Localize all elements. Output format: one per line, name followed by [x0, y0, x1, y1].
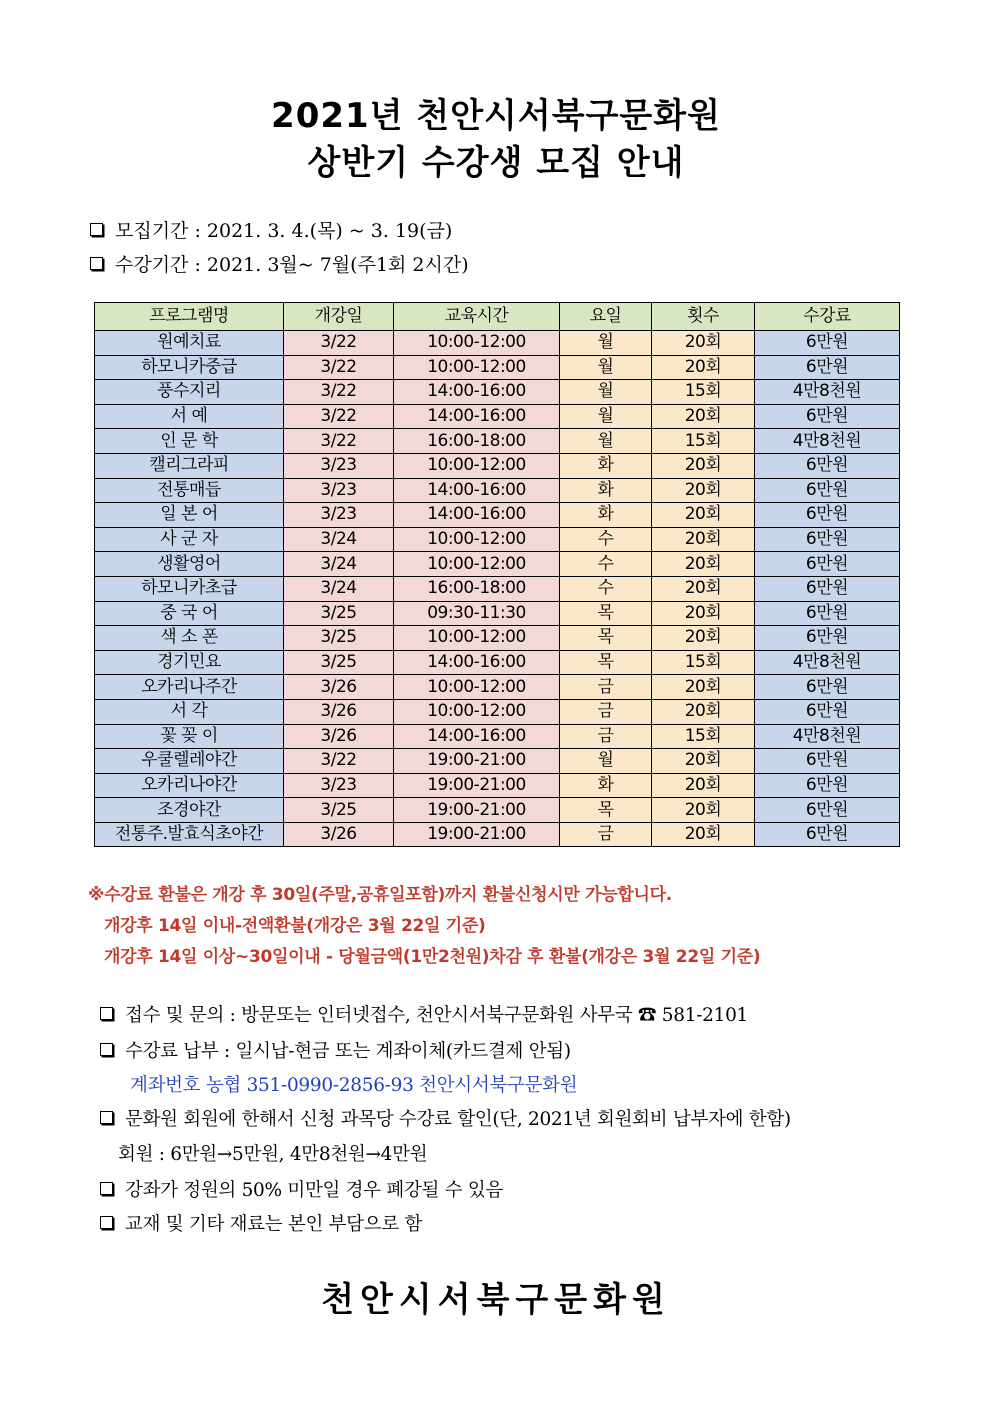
- cell-program: 사 군 자: [95, 527, 284, 552]
- table-row: [95, 404, 900, 429]
- payment-info: 수강료 납부 : 일시납-현금 또는 계좌이체(카드결제 안됨): [100, 1037, 571, 1063]
- cell-count: 20회: [652, 601, 755, 626]
- cell-day: 금: [560, 724, 652, 749]
- cell-day: 목: [560, 650, 652, 675]
- cell-start-date: 3/22: [284, 749, 394, 774]
- cell-start-date: 3/25: [284, 650, 394, 675]
- cell-fee: 6만원: [755, 699, 900, 724]
- table-row: [95, 724, 900, 749]
- cell-program: 조경야간: [95, 798, 284, 823]
- cell-start-date: 3/24: [284, 527, 394, 552]
- cell-count: 20회: [652, 355, 755, 380]
- cell-time: 19:00-21:00: [394, 749, 560, 774]
- cell-count: 20회: [652, 675, 755, 700]
- cell-day: 화: [560, 503, 652, 528]
- header-fee: 수강료: [755, 303, 900, 331]
- cell-fee: 6만원: [755, 822, 900, 847]
- cell-time: 09:30-11:30: [394, 601, 560, 626]
- cell-time: 10:00-12:00: [394, 699, 560, 724]
- page-subtitle: 상반기 수강생 모집 안내: [307, 143, 685, 183]
- cell-count: 20회: [652, 576, 755, 601]
- cell-start-date: 3/23: [284, 773, 394, 798]
- cell-time: 10:00-12:00: [394, 331, 560, 356]
- checkbox-icon: [100, 1007, 113, 1020]
- cell-program: 일 본 어: [95, 503, 284, 528]
- recruit-period: 모집기간 : 2021. 3. 4.(목) ~ 3. 19(금): [90, 216, 452, 243]
- course-period: 수강기간 : 2021. 3월~ 7월(주1회 2시간): [90, 250, 469, 277]
- cell-time: 10:00-12:00: [394, 527, 560, 552]
- cell-fee: 6만원: [755, 355, 900, 380]
- cell-count: 20회: [652, 527, 755, 552]
- cell-time: 16:00-18:00: [394, 429, 560, 454]
- checkbox-icon: [100, 1043, 113, 1056]
- cell-start-date: 3/22: [284, 355, 394, 380]
- materials-info: 교재 및 기타 재료는 본인 부담으로 함: [100, 1210, 422, 1236]
- cell-fee: 6만원: [755, 503, 900, 528]
- cell-fee: 6만원: [755, 527, 900, 552]
- checkbox-icon: [90, 223, 103, 236]
- cell-day: 목: [560, 626, 652, 651]
- cell-day: 목: [560, 798, 652, 823]
- cell-program: 색 소 폰: [95, 626, 284, 651]
- cell-program: 경기민요: [95, 650, 284, 675]
- account-number: 계좌번호 농협 351-0990-2856-93 천안시서북구문화원: [130, 1075, 578, 1096]
- cell-time: 19:00-21:00: [394, 822, 560, 847]
- cell-time: 19:00-21:00: [394, 773, 560, 798]
- cell-fee: 4만8천원: [755, 650, 900, 675]
- table-row: [95, 355, 900, 380]
- cell-start-date: 3/26: [284, 724, 394, 749]
- cell-time: 14:00-16:00: [394, 404, 560, 429]
- cell-count: 15회: [652, 429, 755, 454]
- cell-day: 금: [560, 822, 652, 847]
- table-row: [95, 822, 900, 847]
- table-row: [95, 503, 900, 528]
- cell-fee: 6만원: [755, 478, 900, 503]
- cell-start-date: 3/22: [284, 380, 394, 405]
- cell-program: 캘리그라피: [95, 453, 284, 478]
- header-day: 요일: [560, 303, 652, 331]
- cell-program: 서 각: [95, 699, 284, 724]
- cell-start-date: 3/25: [284, 798, 394, 823]
- cell-fee: 6만원: [755, 675, 900, 700]
- cell-count: 20회: [652, 626, 755, 651]
- checkbox-icon: [100, 1182, 113, 1195]
- cell-day: 화: [560, 478, 652, 503]
- cell-fee: 6만원: [755, 626, 900, 651]
- cell-fee: 6만원: [755, 552, 900, 577]
- cell-fee: 6만원: [755, 576, 900, 601]
- cell-count: 15회: [652, 650, 755, 675]
- cell-count: 20회: [652, 822, 755, 847]
- cell-fee: 6만원: [755, 404, 900, 429]
- cell-day: 금: [560, 675, 652, 700]
- cell-start-date: 3/25: [284, 601, 394, 626]
- cell-fee: 6만원: [755, 773, 900, 798]
- cell-fee: 4만8천원: [755, 724, 900, 749]
- cell-time: 14:00-16:00: [394, 650, 560, 675]
- cell-day: 수: [560, 576, 652, 601]
- cell-count: 15회: [652, 724, 755, 749]
- header-start-date: 개강일: [284, 303, 394, 331]
- cell-fee: 4만8천원: [755, 380, 900, 405]
- cell-program: 오카리나주간: [95, 675, 284, 700]
- table-row: [95, 650, 900, 675]
- cell-start-date: 3/22: [284, 331, 394, 356]
- cell-start-date: 3/24: [284, 552, 394, 577]
- cell-program: 중 국 어: [95, 601, 284, 626]
- table-row: [95, 527, 900, 552]
- table-row: [95, 798, 900, 823]
- table-row: [95, 453, 900, 478]
- schedule-table: [94, 302, 900, 847]
- cell-count: 20회: [652, 453, 755, 478]
- organization-name: 천안시서북구문화원: [321, 1280, 671, 1320]
- member-price: 회원 : 6만원→5만원, 4만8천원→4만원: [118, 1144, 428, 1165]
- cell-time: 10:00-12:00: [394, 675, 560, 700]
- cell-count: 20회: [652, 798, 755, 823]
- table-row: [95, 675, 900, 700]
- cell-start-date: 3/22: [284, 429, 394, 454]
- cell-fee: 6만원: [755, 798, 900, 823]
- table-row: [95, 331, 900, 356]
- table-row: [95, 773, 900, 798]
- cell-program: 풍수지리: [95, 380, 284, 405]
- cell-program: 원예치료: [95, 331, 284, 356]
- cell-program: 꽃 꽂 이: [95, 724, 284, 749]
- cell-time: 14:00-16:00: [394, 380, 560, 405]
- cell-program: 전통매듭: [95, 478, 284, 503]
- cell-fee: 6만원: [755, 453, 900, 478]
- cell-program: 전통주.발효식초야간: [95, 822, 284, 847]
- cell-day: 월: [560, 404, 652, 429]
- cell-program: 인 문 학: [95, 429, 284, 454]
- cell-time: 10:00-12:00: [394, 453, 560, 478]
- contact-info: 접수 및 문의 : 방문또는 인터넷접수, 천안시서북구문화원 사무국 ☎ 581-2101: [100, 1001, 748, 1027]
- table-row: [95, 380, 900, 405]
- refund-rule-2: 개강후 14일 이상~30일이내 - 당월금액(1만2천원)차감 후 환불(개강은 3월 22일 기준): [104, 947, 761, 967]
- cell-program: 우쿨렐레야간: [95, 749, 284, 774]
- cell-time: 10:00-12:00: [394, 626, 560, 651]
- header-program: 프로그램명: [95, 303, 284, 331]
- cell-day: 월: [560, 355, 652, 380]
- cell-count: 15회: [652, 380, 755, 405]
- cell-day: 수: [560, 552, 652, 577]
- refund-notice: ※수강료 환불은 개강 후 30일(주말,공휴일포함)까지 환불신청시만 가능합니다.: [88, 885, 672, 905]
- cell-day: 목: [560, 601, 652, 626]
- header-count: 횟수: [652, 303, 755, 331]
- refund-rule-1: 개강후 14일 이내-전액환불(개강은 3월 22일 기준): [104, 916, 486, 936]
- cell-day: 금: [560, 699, 652, 724]
- cell-start-date: 3/23: [284, 453, 394, 478]
- cell-day: 월: [560, 429, 652, 454]
- table-row: [95, 699, 900, 724]
- cell-count: 20회: [652, 773, 755, 798]
- cell-time: 10:00-12:00: [394, 355, 560, 380]
- cell-start-date: 3/22: [284, 404, 394, 429]
- cell-day: 화: [560, 453, 652, 478]
- page-title: 2021년 천안시서북구문화원: [271, 96, 721, 136]
- cell-fee: 6만원: [755, 601, 900, 626]
- cell-day: 수: [560, 527, 652, 552]
- cell-count: 20회: [652, 331, 755, 356]
- table-row: [95, 576, 900, 601]
- cell-start-date: 3/26: [284, 699, 394, 724]
- cancel-info: 강좌가 정원의 50% 미만일 경우 폐강될 수 있음: [100, 1176, 503, 1202]
- table-row: [95, 429, 900, 454]
- cell-program: 하모니카중급: [95, 355, 284, 380]
- cell-count: 20회: [652, 699, 755, 724]
- cell-day: 화: [560, 773, 652, 798]
- cell-start-date: 3/25: [284, 626, 394, 651]
- table-body: [95, 331, 900, 847]
- header-time: 교육시간: [394, 303, 560, 331]
- cell-start-date: 3/23: [284, 503, 394, 528]
- cell-program: 오카리나야간: [95, 773, 284, 798]
- cell-count: 20회: [652, 503, 755, 528]
- cell-time: 19:00-21:00: [394, 798, 560, 823]
- cell-time: 14:00-16:00: [394, 503, 560, 528]
- cell-day: 월: [560, 749, 652, 774]
- cell-program: 생활영어: [95, 552, 284, 577]
- cell-fee: 6만원: [755, 331, 900, 356]
- cell-start-date: 3/26: [284, 822, 394, 847]
- checkbox-icon: [100, 1216, 113, 1229]
- cell-program: 하모니카초급: [95, 576, 284, 601]
- cell-time: 16:00-18:00: [394, 576, 560, 601]
- cell-start-date: 3/26: [284, 675, 394, 700]
- cell-start-date: 3/23: [284, 478, 394, 503]
- cell-count: 20회: [652, 749, 755, 774]
- checkbox-icon: [100, 1111, 113, 1124]
- cell-fee: 6만원: [755, 749, 900, 774]
- cell-program: 서 예: [95, 404, 284, 429]
- cell-count: 20회: [652, 404, 755, 429]
- cell-time: 14:00-16:00: [394, 724, 560, 749]
- table-header-row: [95, 303, 900, 331]
- cell-start-date: 3/24: [284, 576, 394, 601]
- table-row: [95, 478, 900, 503]
- cell-day: 월: [560, 331, 652, 356]
- discount-info: 문화원 회원에 한해서 신청 과목당 수강료 할인(단, 2021년 회원회비 납부자에 한함): [100, 1105, 791, 1131]
- cell-fee: 4만8천원: [755, 429, 900, 454]
- checkbox-icon: [90, 257, 103, 270]
- table-row: [95, 552, 900, 577]
- cell-time: 10:00-12:00: [394, 552, 560, 577]
- table-row: [95, 749, 900, 774]
- table-row: [95, 601, 900, 626]
- cell-count: 20회: [652, 478, 755, 503]
- cell-time: 14:00-16:00: [394, 478, 560, 503]
- cell-day: 월: [560, 380, 652, 405]
- table-row: [95, 626, 900, 651]
- cell-count: 20회: [652, 552, 755, 577]
